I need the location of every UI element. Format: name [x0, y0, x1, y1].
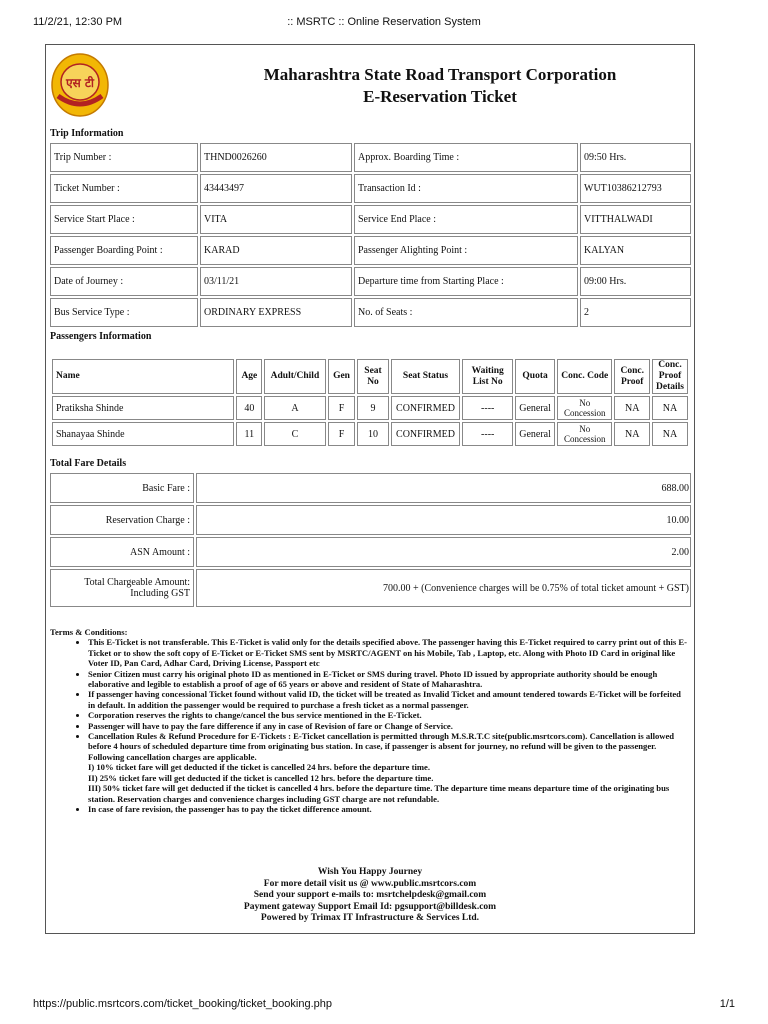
trip-value: KALYAN	[580, 236, 691, 265]
passenger-seat: 9	[357, 396, 388, 420]
fare-total-value: 700.00 + (Convenience charges will be 0.75% of total ticket amount + GST)	[196, 569, 691, 607]
print-header	[33, 16, 735, 30]
title-line-1: Maharashtra State Road Transport Corporation	[263, 65, 617, 84]
trip-value: 09:50 Hrs.	[580, 143, 691, 172]
table-row	[52, 422, 688, 446]
fare-label: Reservation Charge :	[50, 505, 194, 535]
passenger-waiting: ----	[462, 422, 513, 446]
trip-label: Trip Number :	[50, 143, 198, 172]
trip-value: 2	[580, 298, 691, 327]
print-url: https://public.msrtcors.com/ticket_booking/ticket_booking.php	[33, 998, 332, 1010]
print-page-number: 1/1	[719, 998, 735, 1010]
passenger-adult-child: C	[264, 422, 325, 446]
trip-label: Departure time from Starting Place :	[354, 267, 578, 296]
closing-line: Wish You Happy Journey	[317, 867, 423, 877]
trip-info-table	[48, 141, 693, 329]
fare-value: 10.00	[196, 505, 691, 535]
trip-label: Date of Journey :	[50, 267, 198, 296]
list-item: • If passenger having concessional Ticket found without valid ID, the ticket will be treated as Invalid Ticket and amount tendered towards E-Ticket will be forfeited in default. In addition the passenger would be required to purchase a fresh ticket as a normal passenger.	[88, 689, 690, 710]
column-header: Waiting List No	[462, 359, 513, 394]
fare-total-label	[50, 569, 194, 607]
table-row	[50, 236, 691, 265]
terms-section	[50, 627, 690, 814]
trip-label: Approx. Boarding Time :	[354, 143, 578, 172]
table-row	[50, 205, 691, 234]
trip-value: 03/11/21	[200, 267, 352, 296]
trip-info-heading: Trip Information	[50, 128, 124, 139]
passenger-gender: F	[328, 396, 356, 420]
closing-section	[45, 867, 695, 925]
trip-value: VITA	[200, 205, 352, 234]
passenger-status: CONFIRMED	[391, 422, 461, 446]
fare-table	[48, 471, 693, 609]
print-page-title: :: MSRTC :: Online Reservation System	[287, 16, 481, 28]
closing-line: For more detail visit us @ www.public.msrtcors.com	[263, 878, 477, 889]
fare-total-label-1: Total Chargeable Amount:	[84, 577, 190, 588]
closing-line: Payment gateway Support Email Id: pgsupport@billdesk.com	[243, 901, 497, 912]
trip-label: Passenger Boarding Point :	[50, 236, 198, 265]
column-header: Quota	[515, 359, 555, 394]
trip-label: Service Start Place :	[50, 205, 198, 234]
column-header: Name	[52, 359, 234, 394]
list-item: • Corporation reserves the rights to change/cancel the bus service mentioned in the E-Ticket.	[88, 710, 690, 720]
table-row	[52, 396, 688, 420]
column-header: Conc. Proof	[614, 359, 650, 394]
fare-value: 688.00	[196, 473, 691, 503]
passenger-quota: General	[515, 422, 555, 446]
fare-heading: Total Fare Details	[50, 458, 127, 469]
fare-label: Basic Fare :	[50, 473, 194, 503]
fare-total-label-2: Including GST	[130, 588, 190, 599]
msrtc-logo-icon	[50, 52, 110, 118]
trip-label: No. of Seats :	[354, 298, 578, 327]
fare-value: 2.00	[196, 537, 691, 567]
table-header-row	[52, 359, 688, 394]
passengers-heading: Passengers Information	[50, 331, 152, 342]
fare-label: ASN Amount :	[50, 537, 194, 567]
passenger-name: Shanayaa Shinde	[52, 422, 234, 446]
trip-label: Passenger Alighting Point :	[354, 236, 578, 265]
trip-value: 09:00 Hrs.	[580, 267, 691, 296]
logo-text: एस टी	[65, 76, 95, 90]
passenger-age: 11	[236, 422, 262, 446]
column-header: Gen	[328, 359, 356, 394]
list-item	[88, 731, 690, 804]
passenger-conc-proof: NA	[614, 422, 650, 446]
cancellation-sub-item: I) 10% ticket fare will get deducted if the ticket is cancelled 24 hrs. before the departure time.	[88, 762, 431, 773]
passenger-age: 40	[236, 396, 262, 420]
passenger-conc-proof: NA	[614, 396, 650, 420]
list-item: • Senior Citizen must carry his original photo ID as mentioned in E-Ticket or SMS during travel. Photo ID issued by appropriate authority should be enough elaborative and legible to establish a proof of age of 65 years or above and resident of State of Maharashtra.	[88, 669, 690, 690]
terms-heading: Terms & Conditions:	[50, 627, 128, 637]
list-item: • This E-Ticket is not transferable. This E-Ticket is valid only for the details specified above. The passenger having this E-Ticket required to carry print out of this E-Ticket or to show the soft copy of E-Ticket or E-Ticket SMS sent by MSRTC/AGENT on his Mobile, Tab , Laptop, etc. Along with Photo ID Card in original like Voter ID, Pan Card, Adhar Card, Driving License, Passport etc	[88, 637, 690, 668]
column-header: Conc. Code	[557, 359, 612, 394]
table-row	[50, 569, 691, 607]
terms-list	[50, 637, 690, 814]
trip-value: ORDINARY EXPRESS	[200, 298, 352, 327]
trip-value: WUT10386212793	[580, 174, 691, 203]
passengers-table	[50, 357, 690, 448]
table-row	[50, 298, 691, 327]
trip-label: Bus Service Type :	[50, 298, 198, 327]
cancellation-rules: Cancellation Rules & Refund Procedure for E-Tickets : E-Ticket cancellation is permitted through M.S.R.T.C site(public.msrtcors.com). Cancellation is allowed before 4 hours of scheduled departure time from originating bus station. In case, if passenger is absent for journey, no refund will be given to the passenger. Following cancellation charges are applicable.	[88, 731, 675, 762]
trip-label: Service End Place :	[354, 205, 578, 234]
passenger-gender: F	[328, 422, 356, 446]
column-header: Seat No	[357, 359, 388, 394]
print-datetime: 11/2/21, 12:30 PM	[33, 16, 123, 28]
closing-line: Send your support e-mails to: msrtchelpdesk@gmail.com	[253, 890, 487, 900]
list-item: • In case of fare revision, the passenger has to pay the ticket difference amount.	[88, 804, 690, 814]
table-row	[50, 267, 691, 296]
table-row	[50, 473, 691, 503]
cancellation-sub-item: II) 25% ticket fare will get deducted if the ticket is cancelled 12 hrs. before the departure time.	[88, 772, 434, 783]
trip-value: VITTHALWADI	[580, 205, 691, 234]
passenger-name: Pratiksha Shinde	[52, 396, 234, 420]
trip-value: 43443497	[200, 174, 352, 203]
table-row	[50, 143, 691, 172]
passenger-adult-child: A	[264, 396, 325, 420]
column-header: Adult/Child	[264, 359, 325, 394]
closing-line: Powered by Trimax IT Infrastructure & Services Ltd.	[260, 913, 480, 923]
list-item: • Passenger will have to pay the fare difference if any in case of Revision of fare or Change of Service.	[88, 721, 690, 731]
title-line-2: E-Reservation Ticket	[363, 87, 517, 106]
passenger-quota: General	[515, 396, 555, 420]
trip-value: THND0026260	[200, 143, 352, 172]
passenger-seat: 10	[357, 422, 388, 446]
passenger-status: CONFIRMED	[391, 396, 461, 420]
passenger-conc-details: NA	[652, 422, 688, 446]
trip-label: Ticket Number :	[50, 174, 198, 203]
page-title	[180, 64, 700, 108]
passenger-conc-details: NA	[652, 396, 688, 420]
table-row	[50, 174, 691, 203]
trip-value: KARAD	[200, 236, 352, 265]
table-row	[50, 505, 691, 535]
cancellation-sub-item: III) 50% ticket fare will get deducted if the ticket is cancelled 4 hrs. before the departure time. The departure time means departure time of the originating bus station. Reservation charges and convenience charges including GST charge are not refundable.	[88, 783, 670, 804]
trip-label: Transaction Id :	[354, 174, 578, 203]
column-header: Conc. Proof Details	[652, 359, 688, 394]
passenger-waiting: ----	[462, 396, 513, 420]
passenger-conc-code: No Concession	[557, 396, 612, 420]
column-header: Seat Status	[391, 359, 461, 394]
column-header: Age	[236, 359, 262, 394]
table-row	[50, 537, 691, 567]
passenger-conc-code: No Concession	[557, 422, 612, 446]
